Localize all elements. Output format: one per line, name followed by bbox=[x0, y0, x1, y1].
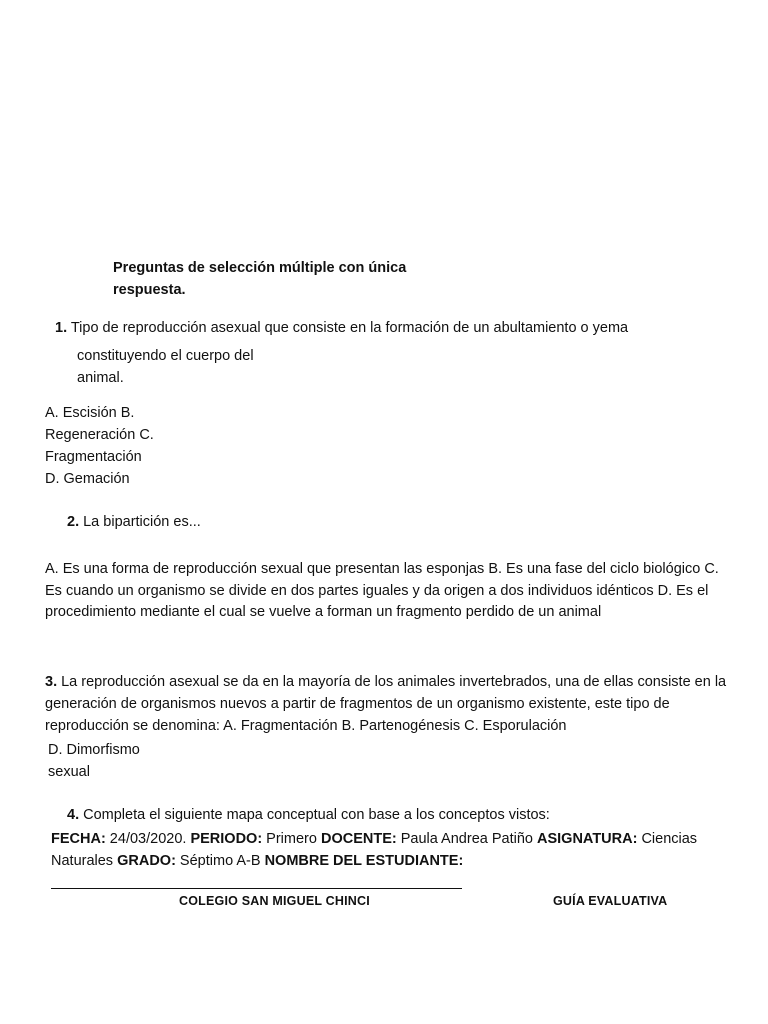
question-2-options: A. Es una forma de reproducción sexual que presentan las esponjas B. Es una fase del ciclo biológico C. Es cuando un organismo se divide en dos partes iguales y da origen a dos individuos idénticos D. Es el procedimiento mediante el cual se vuelve a forman un fragmento perdido de un animal bbox=[45, 561, 719, 620]
question-3-text: La reproducción asexual se da en la mayoría de los animales invertebrados, una de ellas consiste en la generación de organismos nuevos a partir de fragmentos de un organismo existente, este tipo de reproducción se denomina: A. Fragmentación B. Partenogénesis C. Esporulación bbox=[45, 674, 727, 734]
asignatura-label: ASIGNATURA: bbox=[537, 831, 638, 847]
grado-value: Séptimo A-B bbox=[175, 853, 265, 869]
docente-value: Paula Andrea Patiño bbox=[396, 831, 537, 847]
question-4-text: Completa el siguiente mapa conceptual con base a los conceptos vistos: bbox=[79, 807, 550, 823]
question-4 bbox=[67, 807, 550, 823]
question-1-text-line3: animal. bbox=[77, 370, 124, 386]
question-3 bbox=[45, 671, 735, 737]
question-1-continuation bbox=[77, 345, 254, 389]
periodo-label: PERIODO: bbox=[190, 831, 263, 847]
school-name: COLEGIO SAN MIGUEL CHINCI bbox=[179, 894, 370, 908]
question-1-option: A. Escisión B. bbox=[45, 405, 135, 421]
section-title-line1: Preguntas de selección múltiple con única bbox=[113, 260, 407, 276]
section-title bbox=[113, 257, 406, 301]
guide-type: GUÍA EVALUATIVA bbox=[553, 894, 668, 908]
question-2-text: La bipartición es... bbox=[79, 514, 201, 530]
question-4-number: 4. bbox=[67, 807, 80, 823]
estudiante-label: NOMBRE DEL ESTUDIANTE: bbox=[264, 853, 464, 869]
question-1-options bbox=[45, 402, 154, 490]
question-1-text-line2: constituyendo el cuerpo del bbox=[77, 348, 254, 364]
question-2-number: 2. bbox=[67, 514, 80, 530]
question-3-continuation bbox=[48, 739, 140, 783]
question-2 bbox=[67, 514, 201, 530]
grado-label: GRADO: bbox=[117, 853, 176, 869]
section-title-line2: respuesta. bbox=[113, 282, 186, 298]
question-1 bbox=[55, 320, 628, 336]
question-1-text: Tipo de reproducción asexual que consiste en la formación de un abultamiento o yema bbox=[67, 320, 629, 336]
question-3-number: 3. bbox=[45, 674, 58, 690]
fecha-value: 24/03/2020. bbox=[105, 831, 191, 847]
question-1-option: Regeneración C. bbox=[45, 427, 154, 443]
student-name-line bbox=[51, 888, 462, 889]
question-1-option: D. Gemación bbox=[45, 471, 130, 487]
docente-label: DOCENTE: bbox=[320, 831, 397, 847]
question-1-number: 1. bbox=[55, 320, 68, 336]
asignatura-value: Ciencias Naturales bbox=[51, 831, 698, 869]
question-3-option-d: D. Dimorfismo bbox=[48, 742, 140, 758]
document-header-info bbox=[51, 828, 711, 872]
fecha-label: FECHA: bbox=[51, 831, 106, 847]
question-1-option: Fragmentación bbox=[45, 449, 142, 465]
periodo-value: Primero bbox=[262, 831, 321, 847]
question-3-option-d-cont: sexual bbox=[48, 764, 90, 780]
